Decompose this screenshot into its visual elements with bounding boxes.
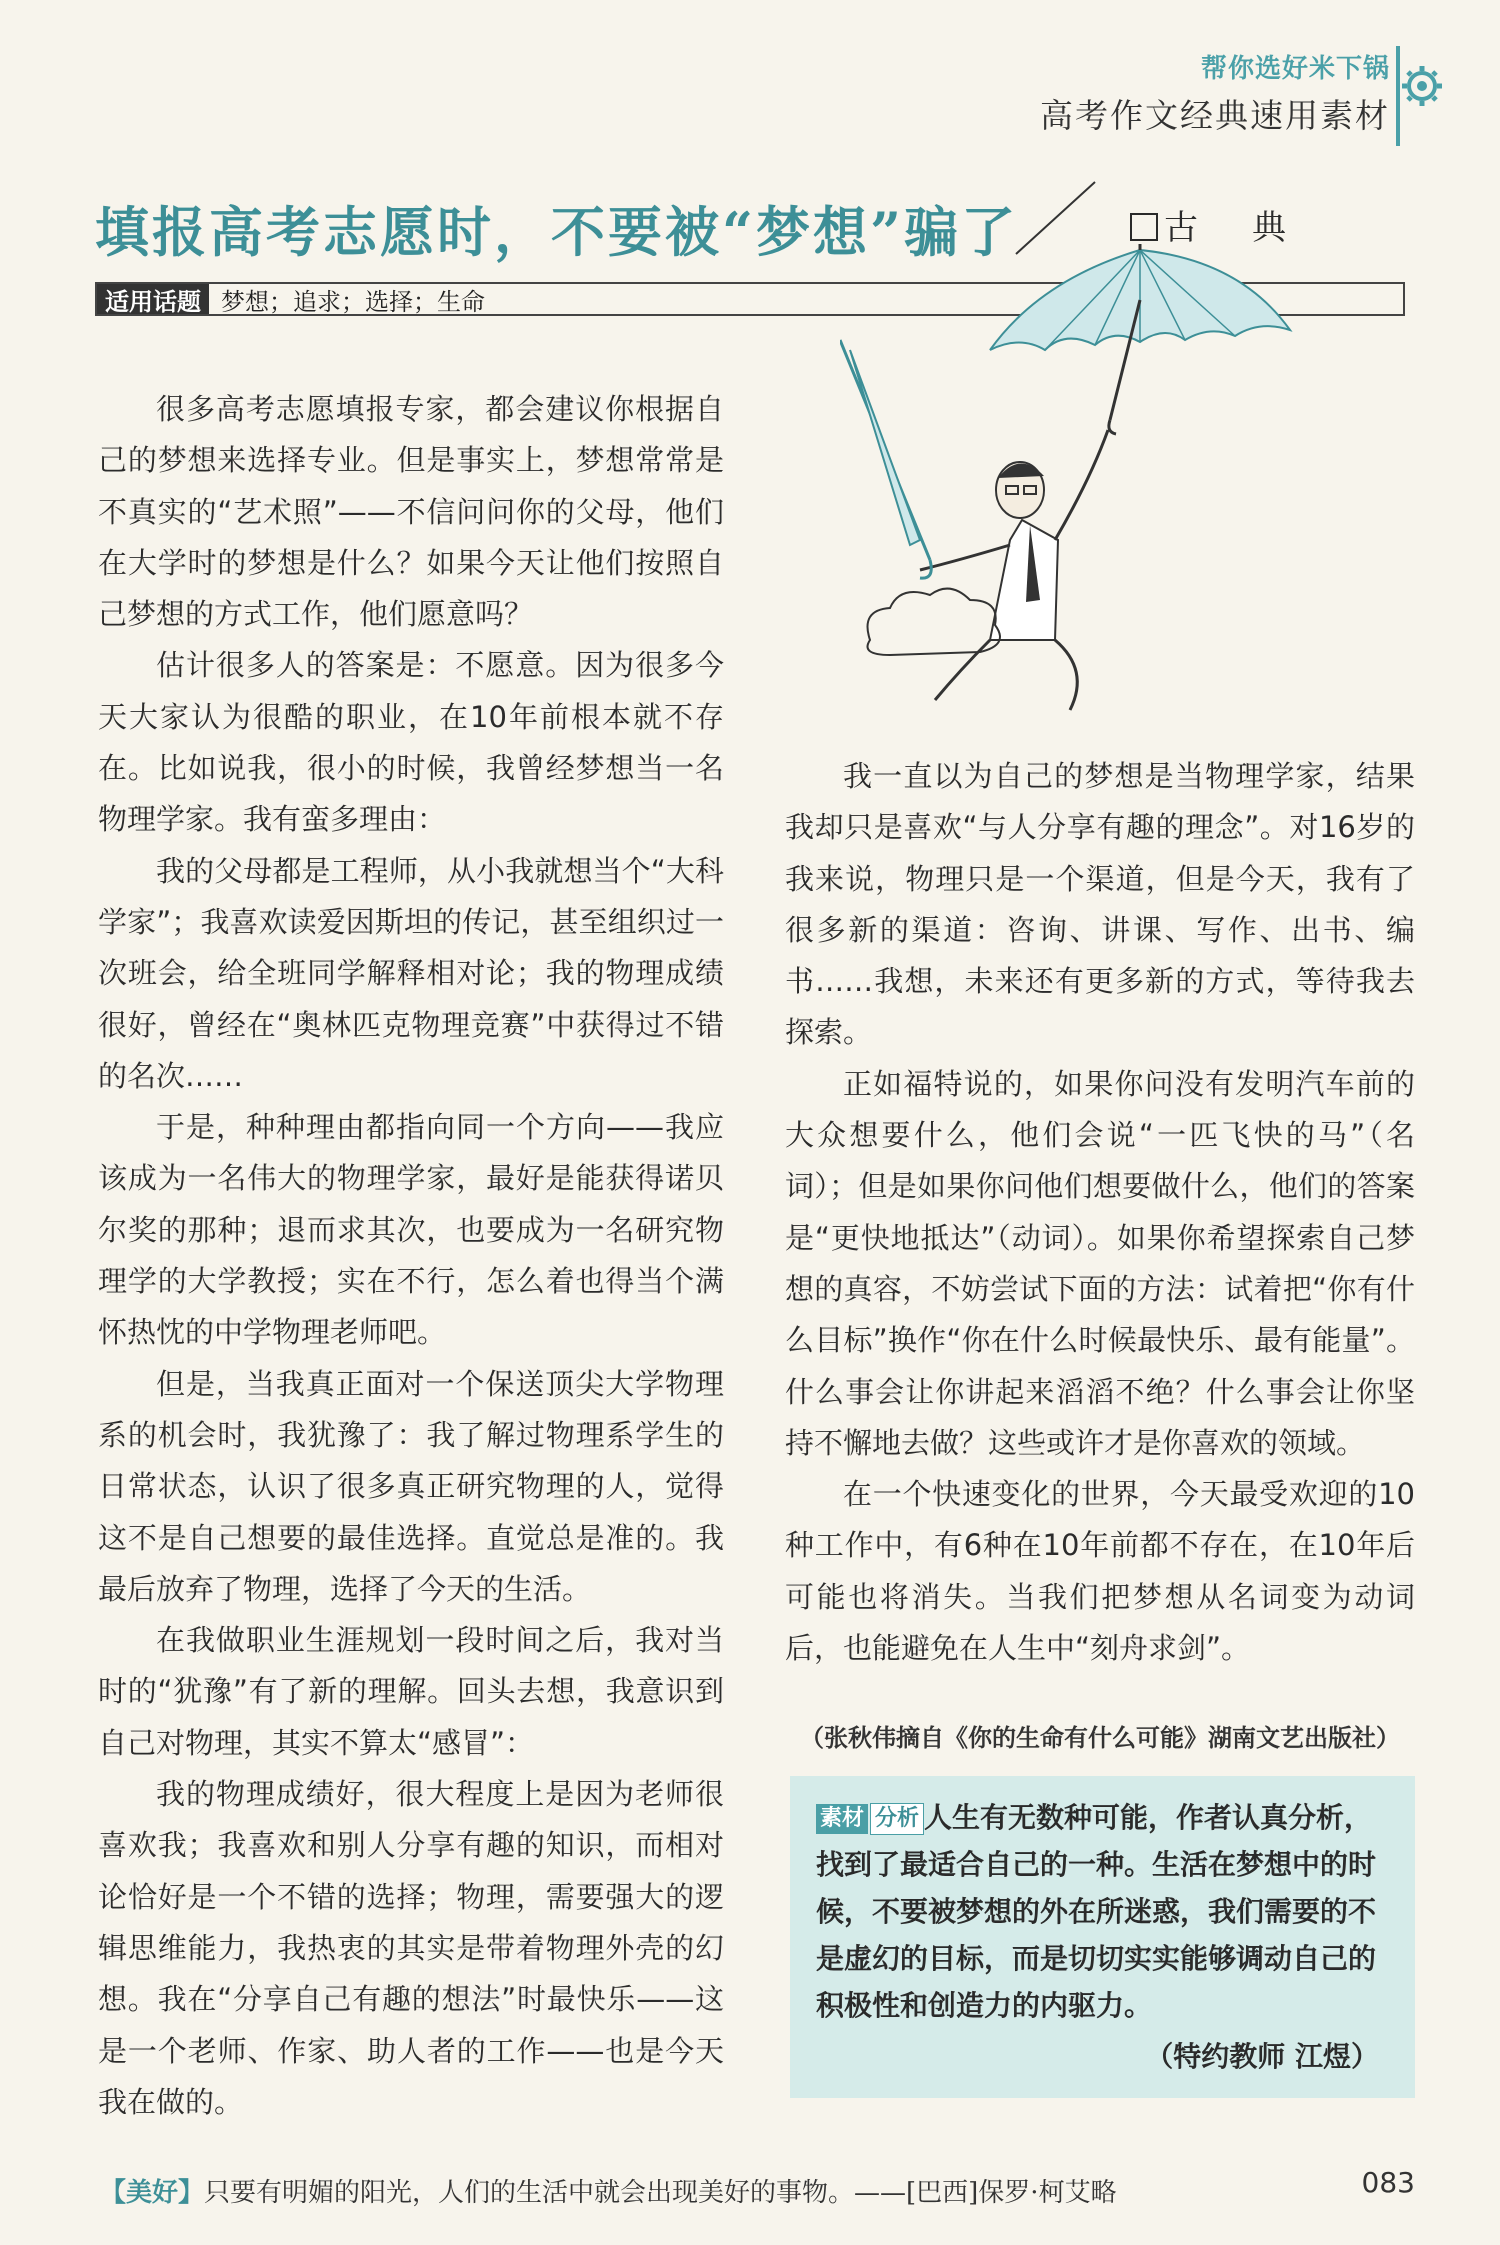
section-label: 帮你选好米下锅 [1200, 54, 1390, 84]
paragraph: 我的父母都是工程师，从小我就想当个“大科学家”；我喜欢读爱因斯坦的传记，甚至组织过一次班会，给全班同学解释相对论；我的物理成绩很好，曾经在“奥林匹克物理竞赛”中获得过不错的名次…… [98, 853, 724, 1093]
paragraph: 很多高考志愿填报专家，都会建议你根据自己的梦想来选择专业。但是事实上，梦想常常是不真实的“艺术照”——不信问问你的父母，他们在大学时的梦想是什么？如果今天让他们按照自己梦想的方式工作，他们愿意吗？ [98, 392, 724, 632]
analysis-box [790, 1776, 1415, 2098]
article-title: 填报高考志愿时，不要被“梦想”骗了 [95, 200, 1019, 264]
page-number: 083 [1361, 2166, 1415, 2199]
analysis-signature: （特约教师 江煜） [1145, 2040, 1379, 2073]
author-box-icon [1130, 213, 1158, 241]
paragraph: 在一个快速变化的世界，今天最受欢迎的10种工作中，有6种在10年前都不存在，在10年后可能也将消失。当我们把梦想从名词变为动词后，也能避免在人生中“刻舟求剑”。 [785, 1477, 1415, 1666]
author-name: 古 典 [1164, 208, 1296, 248]
left-column [98, 384, 724, 2128]
gear-decoration-icon [1392, 46, 1448, 146]
paragraph: 在我做职业生涯规划一段时间之后，我对当时的“犹豫”有了新的理解。回头去想，我意识到自己对物理，其实不算太“感冒”： [98, 1623, 724, 1760]
paragraph: 正如福特说的，如果你问没有发明汽车前的大众想要什么，他们会说“一匹飞快的马”（名词）；但是如果你问他们想要做什么，他们的答案是“更快地抵达”（动词）。如果你希望探索自己梦想的真容，不妨尝试下面的方法：试着把“你有什么目标”换作“你在什么时候最快乐、最有能量”。什么事会让你讲起来滔滔不绝？什么事会让你坚持不懈地去做？这些或许才是你喜欢的领域。 [785, 1066, 1415, 1460]
source-credit: （张秋伟摘自《你的生命有什么可能》湖南文艺出版社） [800, 1723, 1400, 1752]
analysis-tag-material: 素材 [816, 1804, 868, 1834]
footer-quote-text: 只要有明媚的阳光，人们的生活中就会出现美好的事物。——[巴西]保罗·柯艾略 [204, 2178, 1117, 2208]
analysis-text: 人生有无数种可能，作者认真分析，找到了最适合自己的一种。生活在梦想中的时候，不要被梦想的外在所迷惑，我们需要的不是虚幻的目标，而是切切实实能够调动自己的积极性和创造力的内驱力。 [816, 1801, 1377, 2022]
topic-text: 梦想；追求；选择；生命 [221, 287, 485, 316]
topic-label: 适用话题 [97, 284, 209, 314]
footer-tag: 【美好】 [100, 2178, 205, 2208]
right-column [785, 751, 1415, 1674]
paragraph: 我的物理成绩好，很大程度上是因为老师很喜欢我；我喜欢和别人分享有趣的知识，而相对论恰好是一个不错的选择；物理，需要强大的逻辑思维能力，我热衷的其实是带着物理外壳的幻想。我在“分享自己有趣的想法”时最快乐——这是一个老师、作家、助人者的工作——也是今天我在做的。 [98, 1777, 724, 2119]
paragraph: 于是，种种理由都指向同一个方向——我应该成为一名伟大的物理学家，最好是能获得诺贝尔奖的那种；退而求其次，也要成为一名研究物理学的大学教授；实在不行，怎么着也得当个满怀热忱的中学物理老师吧。 [98, 1110, 724, 1350]
section-subtitle: 高考作文经典速用素材 [1040, 96, 1390, 135]
footer-quote [100, 2172, 1117, 2209]
analysis-tag-analysis: 分析 [870, 1803, 924, 1835]
umbrella-man-illustration [840, 240, 1440, 720]
paragraph: 我一直以为自己的梦想是当物理学家，结果我却只是喜欢“与人分享有趣的理念”。对16岁的我来说，物理只是一个渠道，但是今天，我有了很多新的渠道：咨询、讲课、写作、出书、编书……我想，未来还有更多新的方式，等待我去探索。 [785, 759, 1415, 1050]
paragraph: 估计很多人的答案是：不愿意。因为很多今天大家认为很酷的职业，在10年前根本就不存在。比如说我，很小的时候，我曾经梦想当一名物理学家。我有蛮多理由： [98, 648, 724, 837]
paragraph: 但是，当我真正面对一个保送顶尖大学物理系的机会时，我犹豫了：我了解过物理系学生的日常状态，认识了很多真正研究物理的人，觉得这不是自己想要的最佳选择。直觉总是准的。我最后放弃了物理，选择了今天的生活。 [98, 1366, 724, 1606]
